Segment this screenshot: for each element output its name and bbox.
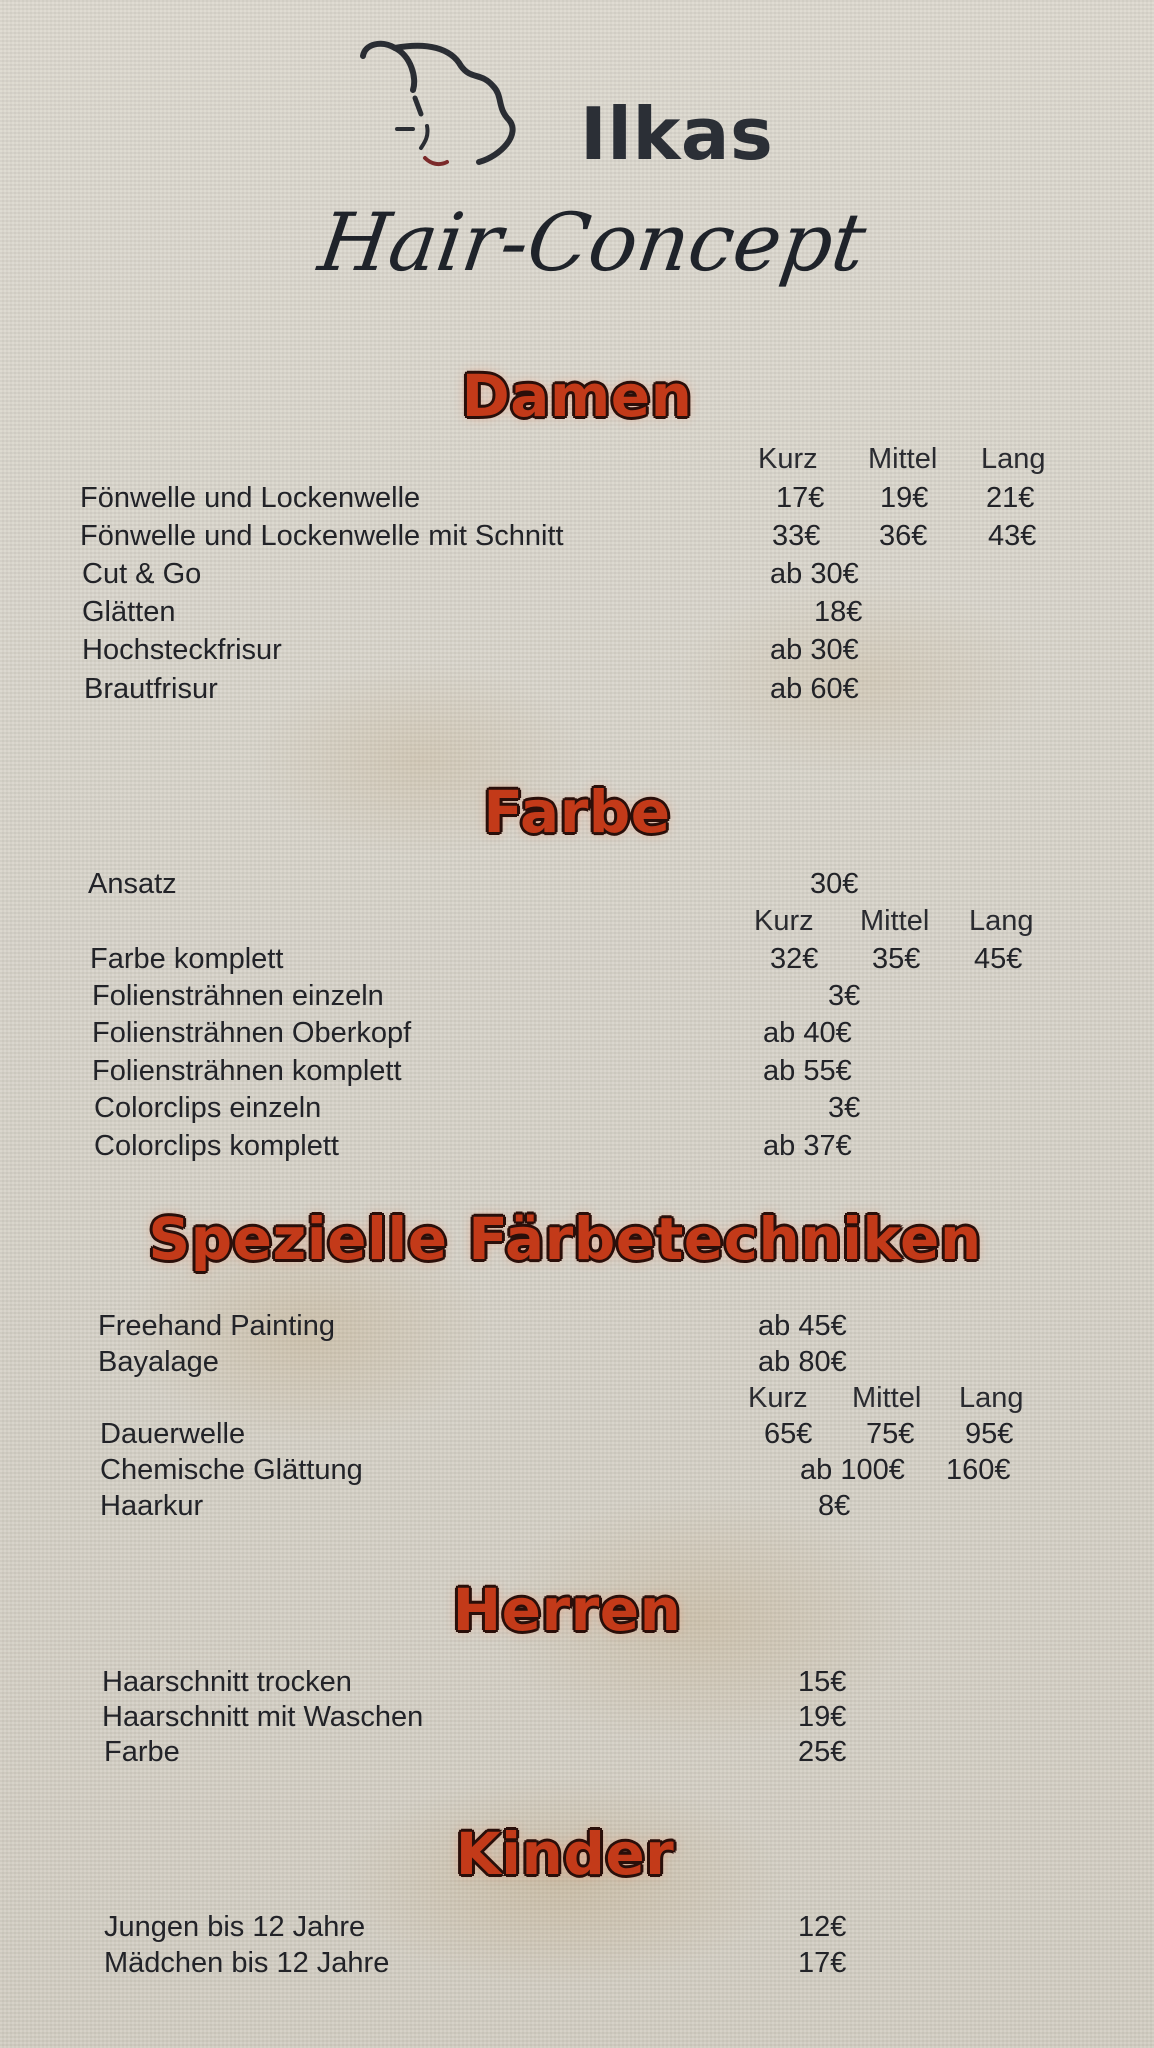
section-title-herren: Herren bbox=[452, 1576, 682, 1644]
price: 30€ bbox=[810, 868, 859, 900]
price: ab 55€ bbox=[763, 1055, 852, 1087]
list-item: Foliensträhnen einzeln bbox=[92, 980, 384, 1012]
brand-script: Hair-Concept bbox=[313, 196, 872, 289]
price: ab 45€ bbox=[758, 1310, 847, 1342]
price: 19€ bbox=[798, 1701, 847, 1733]
price-lang: 95€ bbox=[965, 1418, 1014, 1450]
section-title-farbe: Farbe bbox=[483, 778, 671, 846]
price: 12€ bbox=[798, 1911, 847, 1943]
list-item: Haarkur bbox=[100, 1490, 204, 1522]
list-item: Foliensträhnen komplett bbox=[92, 1055, 402, 1087]
price-lang: 160€ bbox=[946, 1454, 1011, 1486]
price-kurz: 65€ bbox=[764, 1418, 813, 1450]
price-mittel: 75€ bbox=[866, 1418, 915, 1450]
price: 25€ bbox=[798, 1736, 847, 1768]
price: ab 80€ bbox=[758, 1346, 847, 1378]
list-item: Freehand Painting bbox=[98, 1310, 335, 1342]
price: 15€ bbox=[798, 1666, 847, 1698]
list-item: Farbe komplett bbox=[90, 943, 284, 975]
list-item: Fönwelle und Lockenwelle mit Schnitt bbox=[80, 520, 564, 552]
section-title-spezielle-faerbetechniken: Spezielle Färbetechniken bbox=[148, 1205, 982, 1273]
col-head-lang: Lang bbox=[959, 1382, 1024, 1414]
price-mittel: 36€ bbox=[879, 520, 928, 552]
price-mittel: 35€ bbox=[872, 943, 921, 975]
list-item: Colorclips komplett bbox=[94, 1130, 339, 1162]
brand-header bbox=[0, 0, 1154, 330]
list-item: Fönwelle und Lockenwelle bbox=[80, 482, 421, 514]
price-kurz: 32€ bbox=[770, 943, 819, 975]
price: 3€ bbox=[828, 980, 861, 1012]
list-item: Haarschnitt trocken bbox=[102, 1666, 352, 1698]
section-title-kinder: Kinder bbox=[455, 1820, 675, 1888]
col-head-mittel: Mittel bbox=[852, 1382, 922, 1414]
price: 17€ bbox=[798, 1947, 847, 1979]
list-item: Dauerwelle bbox=[100, 1418, 246, 1450]
list-item: Glätten bbox=[82, 596, 176, 628]
price-lang: 43€ bbox=[988, 520, 1037, 552]
price-lang: 21€ bbox=[986, 482, 1035, 514]
price: 18€ bbox=[814, 596, 863, 628]
col-head-lang: Lang bbox=[969, 905, 1034, 937]
price-kurz: 33€ bbox=[772, 520, 821, 552]
price: ab 37€ bbox=[763, 1130, 852, 1162]
list-item: Colorclips einzeln bbox=[94, 1092, 322, 1124]
price-lang: 45€ bbox=[974, 943, 1023, 975]
price-mittel: 19€ bbox=[880, 482, 929, 514]
price-kurz: 17€ bbox=[776, 482, 825, 514]
list-item: Mädchen bis 12 Jahre bbox=[104, 1947, 390, 1979]
list-item: Cut & Go bbox=[82, 558, 202, 590]
price: ab 30€ bbox=[770, 558, 859, 590]
list-item: Ansatz bbox=[88, 868, 177, 900]
price: ab 60€ bbox=[770, 673, 859, 705]
price: ab 30€ bbox=[770, 634, 859, 666]
price-mittel: ab 100€ bbox=[800, 1454, 905, 1486]
list-item: Hochsteckfrisur bbox=[82, 634, 282, 666]
list-item: Bayalage bbox=[98, 1346, 219, 1378]
woman-face-logo-icon bbox=[355, 38, 535, 188]
list-item: Foliensträhnen Oberkopf bbox=[92, 1017, 412, 1049]
list-item: Chemische Glättung bbox=[100, 1454, 363, 1486]
list-item: Haarschnitt mit Waschen bbox=[102, 1701, 424, 1733]
list-item: Brautfrisur bbox=[84, 673, 218, 705]
col-head-mittel: Mittel bbox=[868, 443, 938, 475]
list-item: Farbe bbox=[104, 1736, 180, 1768]
price: ab 40€ bbox=[763, 1017, 852, 1049]
section-title-damen: Damen bbox=[461, 362, 693, 430]
price: 8€ bbox=[818, 1490, 851, 1522]
col-head-kurz: Kurz bbox=[758, 443, 818, 475]
col-head-kurz: Kurz bbox=[748, 1382, 808, 1414]
price: 3€ bbox=[828, 1092, 861, 1124]
col-head-kurz: Kurz bbox=[754, 905, 814, 937]
col-head-lang: Lang bbox=[981, 443, 1046, 475]
brand-name: Ilkas bbox=[580, 92, 774, 176]
list-item: Jungen bis 12 Jahre bbox=[104, 1911, 366, 1943]
col-head-mittel: Mittel bbox=[860, 905, 930, 937]
